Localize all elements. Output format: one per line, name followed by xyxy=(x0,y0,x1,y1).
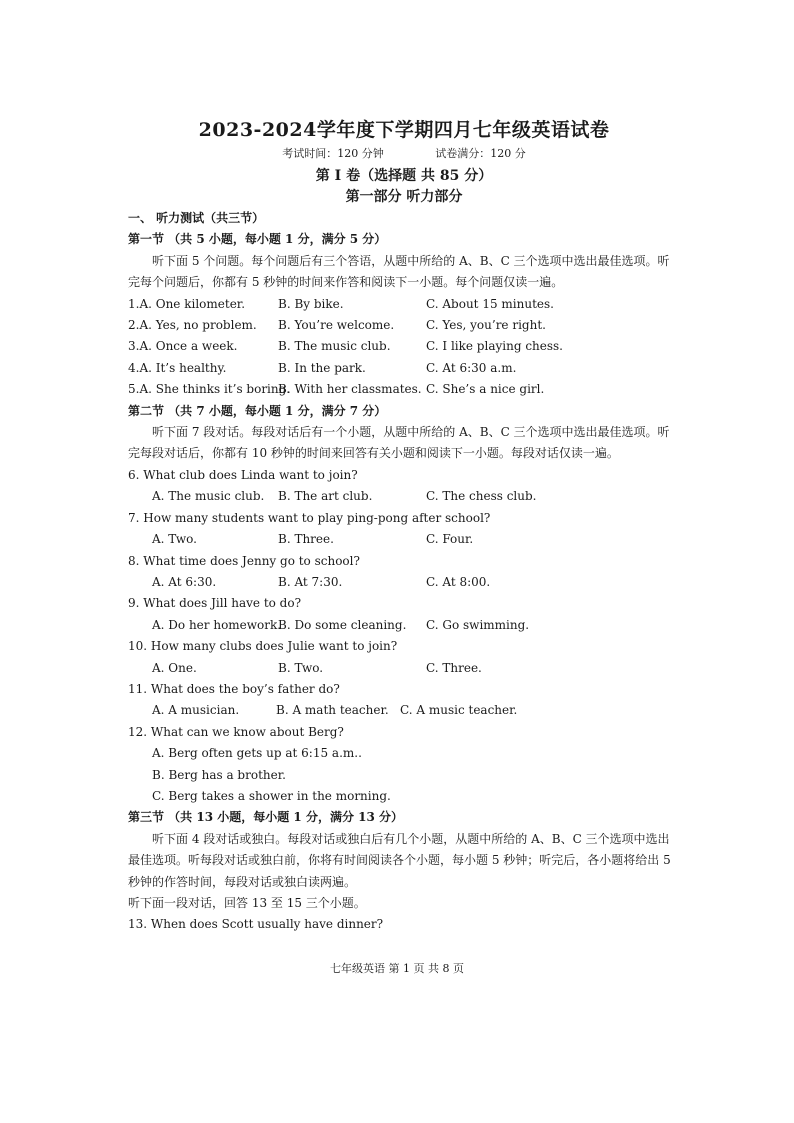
option-b: B. Three. xyxy=(278,532,334,547)
question-9-options xyxy=(128,615,680,636)
option-b: B. At 7:30. xyxy=(278,574,343,589)
option-b: B. The music club. xyxy=(278,339,391,354)
section3-instruction: 听下面 4 段对话或独白。每段对话或独白后有几个小题，从题中所给的 A、B、C 三个选项中选出最佳选项。听每段对话或独白前，你将有时间阅读各个小题，每小题 5 秒钟；听完后，各小题将给出 5 秒钟的作答时间，每段对话或独白读两遍。 xyxy=(128,831,671,889)
option-c: C. The chess club. xyxy=(426,489,537,504)
option-c: C. About 15 minutes. xyxy=(426,296,554,311)
question-11-stem: 11. What does the boy’s father do? xyxy=(128,681,340,696)
option-a: A. Two. xyxy=(152,532,197,547)
option-a: 2.A. Yes, no problem. xyxy=(128,318,257,333)
option-a: A. At 6:30. xyxy=(152,574,217,589)
option-b: B. By bike. xyxy=(278,296,344,311)
question-6-stem: 6. What club does Linda want to join? xyxy=(128,467,358,482)
option-a: A. Do her homework. xyxy=(152,617,282,632)
question-8-stem: 8. What time does Jenny go to school? xyxy=(128,553,360,568)
question-3 xyxy=(128,336,680,357)
section1-instruction: 听下面 5 个问题。每个问题后有三个答语，从题中所给的 A、B、C 三个选项中选出最佳选项。听完每个问题后，你都有 5 秒钟的时间来作答和阅读下一小题。每个问题仅读一遍。 xyxy=(128,253,670,290)
question-6-options xyxy=(128,486,680,507)
part-title: 第一部分 听力部分 xyxy=(345,189,463,205)
option-c: C. Go swimming. xyxy=(426,617,530,632)
section-main-heading: 一、 听力测试（共三节） xyxy=(128,211,265,225)
volume-title: 第 I 卷（选择题 共 85 分） xyxy=(315,168,493,184)
section1-heading: 第一节 （共 5 小题，每小题 1 分，满分 5 分） xyxy=(128,232,387,247)
question-8-options xyxy=(128,572,680,593)
full-score: 试卷满分：120 分 xyxy=(435,147,526,160)
question-1 xyxy=(128,294,680,315)
exam-title: 2023-2024学年度下学期四月七年级英语试卷 xyxy=(198,119,610,141)
option-b: B. Two. xyxy=(278,660,324,675)
option-b: B. The art club. xyxy=(278,489,373,504)
option-c: C. Yes, you’re right. xyxy=(426,318,546,333)
option-a: 3.A. Once a week. xyxy=(128,339,238,354)
section3-heading: 第三节 （共 13 小题，每小题 1 分，满分 13 分） xyxy=(128,810,403,825)
option-b: B. Do some cleaning. xyxy=(278,617,407,632)
question-12-option-c: C. Berg takes a shower in the morning. xyxy=(152,788,391,803)
option-b: B. You’re welcome. xyxy=(278,318,395,333)
question-7-stem: 7. How many students want to play ping-pong after school? xyxy=(128,510,491,525)
option-c: C. At 8:00. xyxy=(426,574,491,589)
question-7-options xyxy=(128,529,680,550)
page-footer: 七年级英语 第 1 页 共 8 页 xyxy=(330,962,464,975)
option-a: 1.A. One kilometer. xyxy=(128,296,246,311)
option-a: A. One. xyxy=(152,660,197,675)
section2-instruction: 听下面 7 段对话。每段对话后有一个小题，从题中所给的 A、B、C 三个选项中选出最佳选项。听完每段对话后，你都有 10 秒钟的时间来回答有关小题和阅读下一小题。每段对话仅读一遍。 xyxy=(128,425,670,461)
question-10-stem: 10. How many clubs does Julie want to join? xyxy=(128,639,398,654)
option-a: 5.A. She thinks it’s boring. xyxy=(128,382,291,397)
exam-meta xyxy=(128,146,680,162)
section2-heading: 第二节 （共 7 小题，每小题 1 分，满分 7 分） xyxy=(128,403,387,418)
question-12-option-a: A. Berg often gets up at 6:15 a.m.. xyxy=(152,746,362,761)
option-c: C. At 6:30 a.m. xyxy=(426,360,517,375)
question-11-options xyxy=(128,700,680,721)
option-c: C. Three. xyxy=(426,660,482,675)
question-9-stem: 9. What does Jill have to do? xyxy=(128,596,302,611)
question-12-option-b: B. Berg has a brother. xyxy=(152,767,286,782)
option-c: C. She’s a nice girl. xyxy=(426,382,545,397)
option-b: B. In the park. xyxy=(278,360,366,375)
option-b: B. A math teacher. xyxy=(276,703,389,718)
option-c: C. A music teacher. xyxy=(400,703,518,718)
question-13-stem: 13. When does Scott usually have dinner? xyxy=(128,917,384,932)
option-a: 4.A. It’s healthy. xyxy=(128,360,227,375)
exam-time: 考试时间：120 分钟 xyxy=(282,147,384,160)
question-2 xyxy=(128,315,680,336)
question-4 xyxy=(128,358,680,379)
option-a: A. The music club. xyxy=(152,489,265,504)
option-c: C. I like playing chess. xyxy=(426,339,563,354)
question-12-stem: 12. What can we know about Berg? xyxy=(128,724,344,739)
question-10-options xyxy=(128,658,680,679)
option-b: B. With her classmates. xyxy=(278,382,422,397)
option-c: C. Four. xyxy=(426,532,474,547)
section3-sub-instruction: 听下面一段对话，回答 13 至 15 三个小题。 xyxy=(128,896,366,910)
question-5 xyxy=(128,379,680,400)
option-a: A. A musician. xyxy=(152,703,240,718)
